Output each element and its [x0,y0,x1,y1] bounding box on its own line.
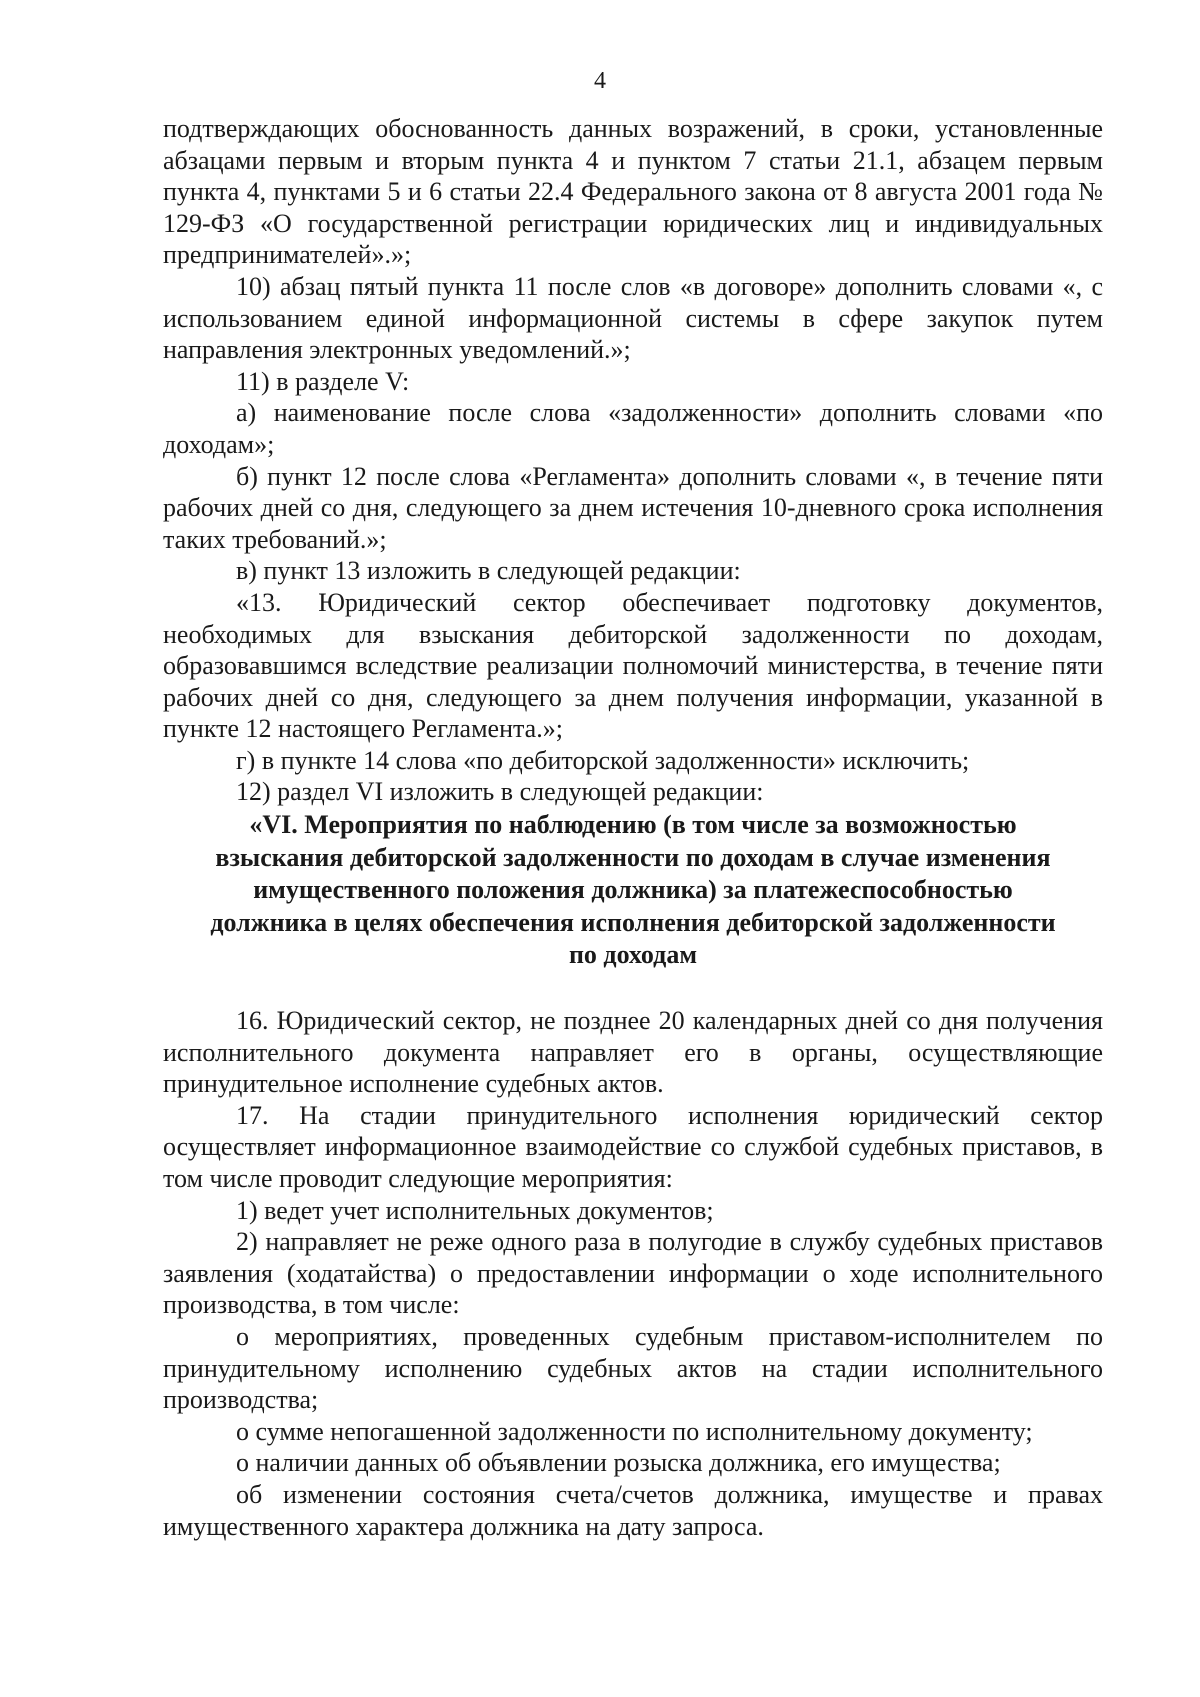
clause-17-subitem-debt-sum: о сумме непогашенной задолженности по исполнительному документу; [236,1416,1033,1446]
amendment-11-v: в) пункт 13 изложить в следующей редакции: [236,556,741,586]
clause-16: 16. Юридический сектор, не позднее 20 календарных дней со дня получения исполнительного документа направляет его в органы, осуществляющие принудительное исполнение судебных актов. [163,1006,1103,1099]
intro-paragraph: подтверждающих обоснованность данных возражений, в сроки, установленные абзацами первым и вторым пункта 4 и пунктом 7 статьи 21.1, абзацем первым пункта 4, пунктами 5 и 6 статьи 22.4 Федерального закона от 8 августа 2001 года № 129-ФЗ «О государственной регистрации юридических лиц и индивидуальных предпринимателей».»; [163,114,1103,270]
clause-17-item-2: 2) направляет не реже одного раза в полугодие в службу судебных приставов заявления (ходатайства) о предоставлении информации о ходе исполнительного производства, в том числе: [163,1227,1103,1320]
amendment-12: 12) раздел VI изложить в следующей редакции: [236,777,764,807]
amendment-11-g: г) в пункте 14 слова «по дебиторской задолженности» исключить; [236,745,970,775]
amendment-11-b: б) пункт 12 после слова «Регламента» дополнить словами «, в течение пяти рабочих дней со дня, следующего за днем истечения 10-дневного срока исполнения таких требований.»; [163,461,1103,554]
clause-17: 17. На стадии принудительного исполнения юридический сектор осуществляет информационное взаимодействие со службой судебных приставов, в том числе проводит следующие мероприятия: [163,1100,1103,1193]
clause-17-item-1: 1) ведет учет исполнительных документов; [236,1195,714,1225]
section-heading-line: взыскания дебиторской задолженности по доходам в случае изменения [215,842,1051,872]
amendment-11: 11) в разделе V: [236,366,410,396]
section-heading [163,809,1103,972]
section-heading-line: по доходам [568,940,698,970]
page-number: 4 [594,68,606,94]
heading-spacer [163,972,1103,1005]
amendment-10: 10) абзац пятый пункта 11 после слов «в договоре» дополнить словами «, с использованием единой информационной системы в сфере закупок путем направления электронных уведомлений.»; [163,271,1103,365]
clause-13-text: «13. Юридический сектор обеспечивает подготовку документов, необходимых для взыскания дебиторской задолженности по доходам, образовавшимся вследствие реализации полномочий министерства, в течение пяти рабочих дней со дня, следующего за днем получения информации, указанной в пункте 12 настоящего Регламента.»; [163,587,1103,744]
clause-17-subitem-search: о наличии данных об объявлении розыска должника, его имущества; [236,1448,1001,1478]
clause-17-subitem-measures: о мероприятиях, проведенных судебным приставом-исполнителем по принудительному исполнению судебных актов на стадии исполнительного производства; [163,1321,1103,1415]
section-heading-line: «VI. Мероприятия по наблюдению (в том числе за возможностью [249,810,1017,840]
amendment-11-a: а) наименование после слова «задолженности» дополнить словами «по доходам»; [163,398,1103,459]
section-heading-line: должника в целях обеспечения исполнения дебиторской задолженности [210,907,1056,937]
document-body [163,113,1103,1542]
section-heading-line: имущественного положения должника) за платежеспособностью [253,875,1013,905]
clause-17-subitem-accounts: об изменении состояния счета/счетов должника, имуществе и правах имущественного характера должника на дату запроса. [163,1479,1103,1541]
